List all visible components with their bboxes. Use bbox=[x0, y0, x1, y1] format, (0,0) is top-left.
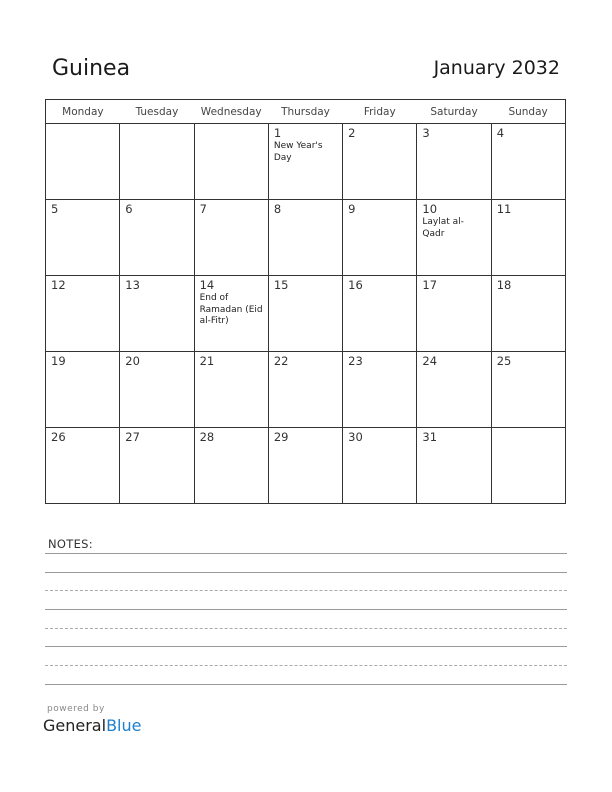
calendar-day-cell bbox=[120, 428, 194, 504]
calendar-day-cell bbox=[491, 352, 565, 428]
calendar-day-cell bbox=[46, 124, 120, 200]
day-number: 27 bbox=[125, 430, 140, 444]
day-number: 4 bbox=[496, 126, 505, 140]
calendar-day-cell bbox=[46, 276, 120, 352]
holiday-label: New Year's Day bbox=[273, 141, 323, 163]
calendar-week-row bbox=[46, 124, 566, 200]
calendar-day-cell bbox=[343, 276, 417, 352]
calendar-day-cell bbox=[417, 200, 491, 276]
day-number: 7 bbox=[199, 202, 207, 216]
notes-label: NOTES: bbox=[48, 537, 93, 551]
day-number: 14 bbox=[199, 278, 215, 292]
calendar-day-cell bbox=[46, 428, 120, 504]
brand-text-blue: Blue bbox=[106, 716, 142, 735]
day-number: 3 bbox=[422, 126, 430, 140]
calendar-day-cell bbox=[120, 124, 194, 200]
calendar-day-cell bbox=[268, 200, 342, 276]
calendar-day-cell bbox=[194, 124, 268, 200]
day-number: 13 bbox=[125, 278, 140, 292]
day-number: 31 bbox=[422, 430, 438, 444]
day-number: 6 bbox=[125, 202, 133, 216]
day-number: 19 bbox=[51, 354, 66, 368]
day-number: 28 bbox=[199, 430, 215, 444]
day-number: 29 bbox=[273, 430, 289, 444]
calendar-week-row bbox=[46, 352, 566, 428]
day-number: 9 bbox=[348, 202, 356, 216]
day-number: 2 bbox=[348, 126, 356, 140]
day-number: 5 bbox=[51, 202, 59, 216]
calendar-day-cell bbox=[120, 276, 194, 352]
calendar-week-row bbox=[46, 200, 566, 276]
calendar-day-cell bbox=[120, 200, 194, 276]
day-number: 18 bbox=[496, 278, 512, 292]
calendar-day-cell bbox=[194, 428, 268, 504]
calendar-day-cell bbox=[194, 352, 268, 428]
notes-line bbox=[45, 553, 567, 554]
weekday-header-row bbox=[46, 100, 566, 124]
day-number: 12 bbox=[51, 278, 66, 292]
notes-line bbox=[45, 590, 567, 591]
calendar-day-cell bbox=[343, 352, 417, 428]
notes-line bbox=[45, 646, 567, 647]
brand-text-general: General bbox=[43, 716, 107, 735]
calendar-month-title: January 2032 bbox=[433, 57, 560, 79]
weekday-header: Friday bbox=[343, 100, 417, 124]
notes-line bbox=[45, 665, 567, 666]
calendar-day-cell bbox=[120, 352, 194, 428]
holiday-label: End of Ramadan (Eid al-Fitr) bbox=[199, 293, 263, 326]
calendar-day-cell bbox=[268, 352, 342, 428]
calendar-day-cell bbox=[417, 276, 491, 352]
day-number: 30 bbox=[348, 430, 363, 444]
calendar-day-cell bbox=[194, 200, 268, 276]
weekday-header: Sunday bbox=[491, 100, 565, 124]
notes-line bbox=[45, 684, 567, 685]
weekday-header: Tuesday bbox=[120, 100, 194, 124]
calendar-week-row bbox=[46, 428, 566, 504]
weekday-header: Thursday bbox=[268, 100, 342, 124]
calendar-day-cell bbox=[491, 276, 565, 352]
calendar-day-cell bbox=[268, 428, 342, 504]
day-number: 8 bbox=[273, 202, 282, 216]
day-number: 10 bbox=[422, 202, 438, 216]
day-number: 15 bbox=[273, 278, 289, 292]
calendar-day-cell bbox=[417, 124, 491, 200]
generalblue-logo[interactable] bbox=[43, 716, 141, 735]
calendar-day-cell bbox=[343, 200, 417, 276]
day-number: 17 bbox=[422, 278, 438, 292]
day-number: 11 bbox=[496, 202, 512, 216]
powered-by-label: powered by bbox=[47, 704, 105, 714]
calendar-day-cell bbox=[417, 428, 491, 504]
day-number: 26 bbox=[51, 430, 66, 444]
weekday-header: Monday bbox=[46, 100, 120, 124]
notes-line bbox=[45, 609, 567, 610]
day-number: 23 bbox=[348, 354, 363, 368]
day-number: 16 bbox=[348, 278, 363, 292]
holiday-label: Laylat al-Qadr bbox=[422, 217, 464, 239]
day-number: 25 bbox=[496, 354, 512, 368]
calendar-grid bbox=[45, 99, 566, 504]
weekday-header: Saturday bbox=[417, 100, 491, 124]
calendar-day-cell bbox=[343, 428, 417, 504]
day-number: 22 bbox=[273, 354, 289, 368]
notes-line bbox=[45, 628, 567, 629]
notes-line bbox=[45, 572, 567, 573]
day-number: 21 bbox=[199, 354, 215, 368]
calendar-day-cell bbox=[46, 200, 120, 276]
day-number: 1 bbox=[273, 126, 282, 140]
day-number: 20 bbox=[125, 354, 140, 368]
calendar-day-cell bbox=[46, 352, 120, 428]
calendar-day-cell bbox=[417, 352, 491, 428]
calendar-country-title: Guinea bbox=[52, 56, 131, 81]
calendar-day-cell bbox=[194, 276, 268, 352]
calendar-day-cell bbox=[491, 124, 565, 200]
day-number: 24 bbox=[422, 354, 438, 368]
calendar-day-cell bbox=[343, 124, 417, 200]
calendar-week-row bbox=[46, 276, 566, 352]
calendar-day-cell bbox=[491, 428, 565, 504]
calendar-day-cell bbox=[268, 124, 342, 200]
calendar-day-cell bbox=[268, 276, 342, 352]
weekday-header: Wednesday bbox=[194, 100, 268, 124]
calendar-day-cell bbox=[491, 200, 565, 276]
